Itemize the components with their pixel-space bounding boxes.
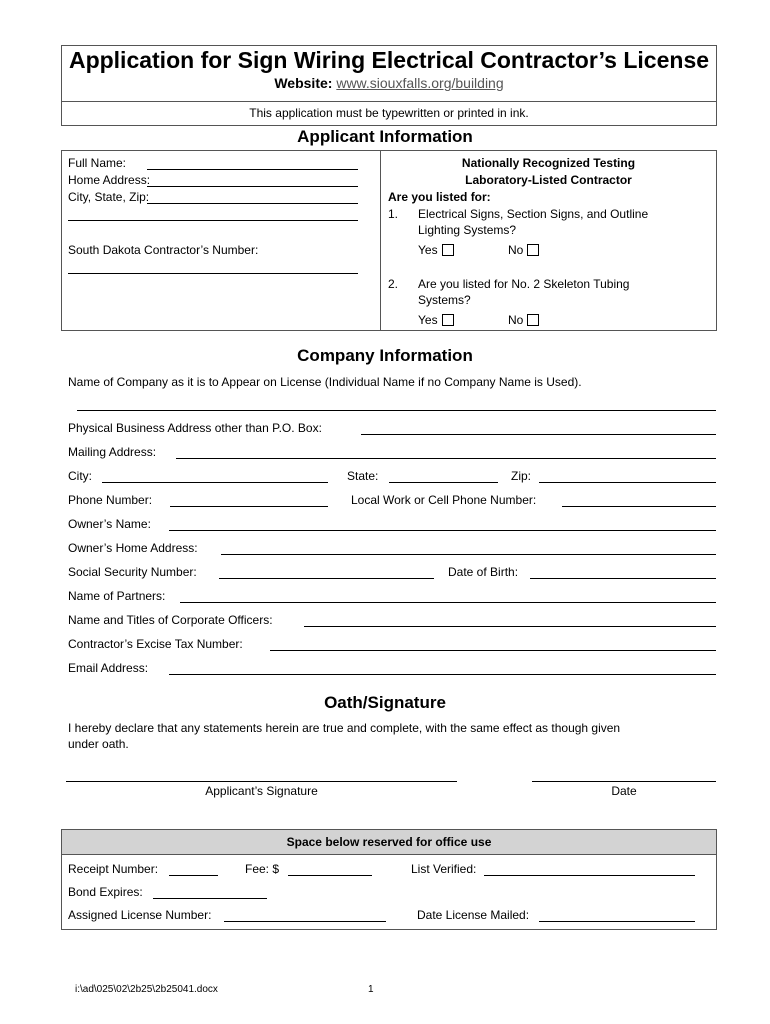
officers-label: Name and Titles of Corporate Officers: [68,613,273,627]
nrtl-title-1: Nationally Recognized Testing [461,156,636,170]
signature-label: Applicant’s Signature [205,784,318,798]
receipt-field[interactable] [169,875,218,876]
listed-for-label: Are you listed for: [388,190,491,204]
phone-label: Phone Number: [68,493,153,507]
q2-yes-label: Yes [418,313,438,327]
q1-no-label: No [508,243,524,257]
sd-contractor-number-label: South Dakota Contractor’s Number: [68,243,259,257]
excise-tax-label: Contractor’s Excise Tax Number: [68,637,243,651]
owner-name-field[interactable] [169,530,716,531]
receipt-label: Receipt Number: [68,862,159,876]
company-name-label: Name of Company as it is to Appear on License (Individual Name if no Company Name is Used). [68,375,582,389]
q2-text-2: Systems? [418,293,471,307]
q2-text-1: Are you listed for No. 2 Skeleton Tubing [418,277,630,291]
q1-yes-label: Yes [418,243,438,257]
owner-home-address-field[interactable] [221,554,716,555]
dob-label: Date of Birth: [448,565,519,579]
home-address-label: Home Address: [68,173,151,187]
q1-no-checkbox[interactable] [527,244,539,256]
website-label: Website: [274,75,333,91]
nrtl-title-2: Laboratory-Listed Contractor [465,173,632,187]
mailing-address-field[interactable] [176,458,716,459]
zip-field[interactable] [539,482,716,483]
excise-tax-field[interactable] [270,650,716,651]
q2-yes [418,313,454,327]
signature-date-field[interactable] [532,781,716,782]
zip-label: Zip: [511,469,532,483]
q1-text-2: Lighting Systems? [418,223,517,237]
local-phone-label: Local Work or Cell Phone Number: [351,493,537,507]
city-state-zip-field[interactable] [147,203,358,204]
oath-statement-2: under oath. [68,737,129,751]
sd-contractor-number-field[interactable] [68,273,358,274]
signature-field[interactable] [66,781,457,782]
date-mailed-field[interactable] [539,921,695,922]
bond-expires-label: Bond Expires: [68,885,143,899]
license-number-field[interactable] [224,921,386,922]
mailing-address-label: Mailing Address: [68,445,157,459]
email-field[interactable] [169,674,716,675]
date-mailed-label: Date License Mailed: [417,908,530,922]
oath-statement-1: I hereby declare that any statements herein are true and complete, with the same effect as though given [68,721,621,735]
officers-field[interactable] [304,626,716,627]
footer-page-number: 1 [368,984,374,995]
owner-home-address-label: Owner’s Home Address: [68,541,198,555]
partners-label: Name of Partners: [68,589,166,603]
website-line [61,75,717,91]
fee-label: Fee: $ [245,862,280,876]
full-name-field[interactable] [147,169,358,170]
local-phone-field[interactable] [562,506,716,507]
q2-no [508,313,539,327]
ssn-label: Social Security Number: [68,565,197,579]
partners-field[interactable] [180,602,716,603]
city-field[interactable] [102,482,328,483]
oath-section-title: Oath/Signature [324,693,446,712]
website-link[interactable]: www.siouxfalls.org/building [336,75,504,91]
city-state-zip-label: City, State, Zip: [68,190,150,204]
dob-field[interactable] [530,578,716,579]
q2-no-label: No [508,313,524,327]
home-address-field[interactable] [147,186,358,187]
footer-file-path: i:\ad\025\02\2b25\2b25041.docx [75,984,218,995]
city-state-zip-field-2[interactable] [68,220,358,221]
q1-number: 1. [388,207,399,221]
city-label: City: [68,469,92,483]
instruction-text: This application must be typewritten or printed in ink. [249,106,529,120]
phone-field[interactable] [170,506,328,507]
state-field[interactable] [389,482,498,483]
list-verified-field[interactable] [484,875,695,876]
office-header: Space below reserved for office use [286,835,492,849]
physical-address-field[interactable] [361,434,716,435]
q1-text-1: Electrical Signs, Section Signs, and Outline [418,207,649,221]
applicant-section-title: Applicant Information [297,127,473,146]
q1-yes [418,243,454,257]
signature-date-label: Date [611,784,637,798]
q1-yes-checkbox[interactable] [442,244,454,256]
owner-name-label: Owner’s Name: [68,517,151,531]
bond-expires-field[interactable] [153,898,267,899]
email-label: Email Address: [68,661,149,675]
list-verified-label: List Verified: [411,862,477,876]
form-title: Application for Sign Wiring Electrical Contractor’s License [68,47,710,73]
fee-field[interactable] [288,875,372,876]
state-label: State: [347,469,379,483]
q2-yes-checkbox[interactable] [442,314,454,326]
full-name-label: Full Name: [68,156,127,170]
company-name-field[interactable] [77,410,716,411]
license-number-label: Assigned License Number: [68,908,212,922]
q2-number: 2. [388,277,399,291]
company-section-title: Company Information [297,346,473,365]
q1-no [508,243,539,257]
q2-no-checkbox[interactable] [527,314,539,326]
ssn-field[interactable] [219,578,434,579]
physical-address-label: Physical Business Address other than P.O. Box: [68,421,322,435]
